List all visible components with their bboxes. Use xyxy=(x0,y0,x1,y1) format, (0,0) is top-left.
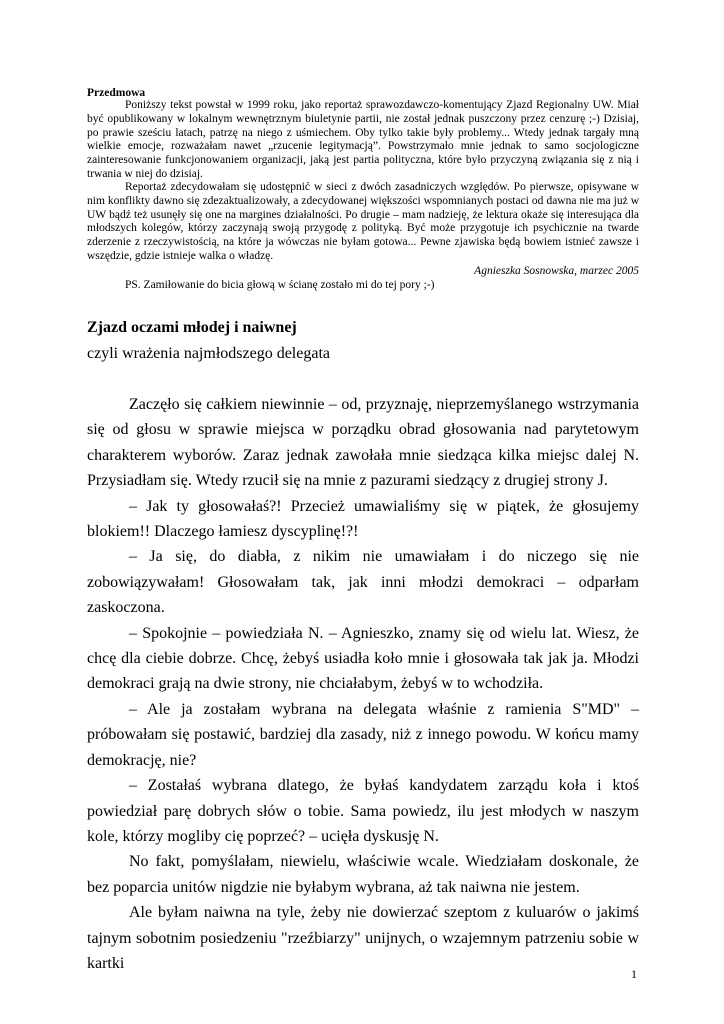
body-paragraph: Zaczęło się całkiem niewinnie – od, przyznaję, nieprzemyślanego wstrzymania się od głosu w sprawie miejsca w porządku obrad głosowania nad parytetowym charakterem wyborów. Zaraz jednak zawołała mnie siedząca kilka miejsc dalej N. Przysiadłam się. Wtedy rzucił się na mnie z pazurami siedzący z drugiej strony J. xyxy=(87,396,639,490)
body-paragraph: – Zostałaś wybrana dlatego, że byłaś kandydatem zarządu koła i ktoś powiedział parę dobrych słów o tobie. Sama powiedz, ilu jest młodych w naszym kole, którzy mogliby cię poprzeć? – ucięła dyskusję N. xyxy=(87,777,639,845)
body-paragraph: Ale byłam naiwna na tyle, żeby nie dowierzać szeptom z kuluarów o jakimś tajnym sobotnim posiedzeniu "rzeźbiarzy" unijnych, o wzajemnym patrzeniu sobie w kartki xyxy=(87,904,639,972)
preface-paragraph: Poniższy tekst powstał w 1999 roku, jako reportaż sprawozdawczo-komentujący Zjazd Regionalny UW. Miał być opublikowany w lokalnym wewnętrznym biuletynie partii, nie został jednak puszczony przez cenzurę ;-) Dzisiaj, po prawie sześciu latach, patrzę na niego z uśmiechem. Oby tylko takie były problemy... Wtedy jednak targały mną wielkie emocje, rozważałam nawet „rzucenie legitymacją”. Powstrzymało mnie jednak to samo socjologiczne zainteresowanie funkcjonowaniem organizacji, jaką jest partia polityczna, które było przyczyną związania się z nią i trwania w niej do dzisiaj. xyxy=(87,99,639,180)
body-paragraph: – Ale ja zostałam wybrana na delegata właśnie z ramienia S"MD" – próbowałam się postawić, bardziej dla zasady, niż z innego powodu. W końcu mamy demokrację, nie? xyxy=(87,700,639,769)
preface-postscript: PS. Zamiłowanie do bicia głową w ścianę zostało mi do tej pory ;-) xyxy=(125,279,435,291)
article-subtitle: czyli wrażenia najmłodszego delegata xyxy=(87,345,330,362)
preface-paragraph: Reportaż zdecydowałam się udostępnić w sieci z dwóch zasadniczych względów. Po pierwsze, opisywane w nim konflikty dawno się zdezaktualizowały, a zdecydowanej większości wspomnianych postaci od dawna nie ma już w UW bądź też usunęły się one na margines działalności. Po drugie – mam nadzieję, że lektura okaże się interesująca dla młodszych kolegów, którzy zaczynają swoją przygodę z polityką. Być może przygotuje ich psychicznie na twarde zderzenie z rzeczywistością, na które ja wówczas nie byłam gotowa... Pewne zjawiska będą bowiem istnieć zawsze i wszędzie, gdzie istnieje walka o władzę. xyxy=(87,181,639,262)
article-body xyxy=(87,392,639,976)
body-paragraph: – Ja się, do diabła, z nikim nie umawiałam i do niczego się nie zobowiązywałam! Głosowałam tak, jak inni młodzi demokraci – odparłam zaskoczona. xyxy=(87,548,639,617)
page-number: 1 xyxy=(631,967,637,981)
body-paragraph: – Spokojnie – powiedziała N. – Agnieszko, znamy się od wielu lat. Wiesz, że chcę dla ciebie dobrze. Chcę, żebyś usiadła koło mnie i głosowała tak jak ja. Młodzi demokraci grają na dwie strony, nie chciałabym, żebyś w to wchodziła. xyxy=(87,624,639,693)
body-paragraph: No fakt, pomyślałam, niewielu, właściwie wcale. Wiedziałam doskonale, że bez poparcia unitów nigdzie nie byłabym wybrana, aż tak naiwna nie jestem. xyxy=(87,853,639,896)
article-title: Zjazd oczami młodej i naiwnej xyxy=(87,319,297,336)
body-paragraph: – Jak ty głosowałaś?! Przecież umawialiśmy się w piątek, że głosujemy blokiem!! Dlaczego łamiesz dyscyplinę!?! xyxy=(87,497,639,541)
preface-heading: Przedmowa xyxy=(87,87,146,99)
preface-signature: Agnieszka Sosnowska, marzec 2005 xyxy=(474,265,639,277)
